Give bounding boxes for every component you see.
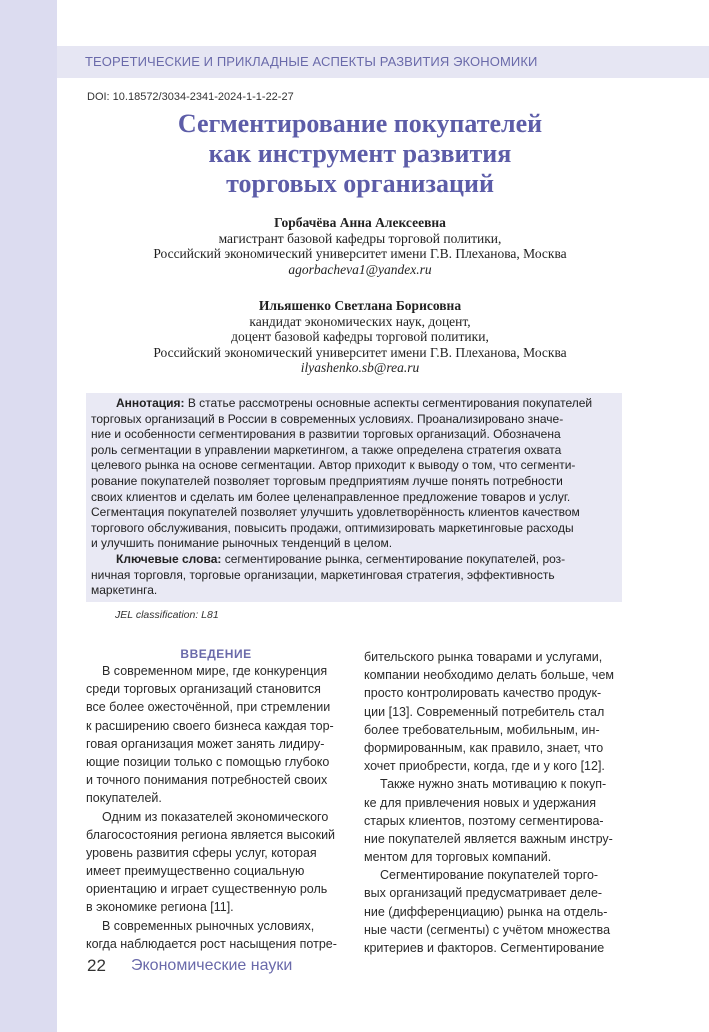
body-line: покупателей. [86,791,162,806]
author-2 [60,298,660,376]
body-line: ние (дифференциацию) рынка на отдель- [364,904,608,919]
body-line: просто контролировать качество продук- [364,686,602,701]
body-line: ментом для торговых компаний. [364,850,552,865]
journal-name: Экономические науки [131,957,293,974]
article-title [60,109,660,199]
body-line: Также нужно знать мотивацию к покуп- [380,777,607,792]
keywords-line: Ключевые слова: сегментирование рынка, сегментирование покупателей, роз- [116,551,566,566]
section-heading: ВВЕДЕНИЕ [180,647,252,661]
author-affiliation: кандидат экономических наук, доцент, [249,313,471,329]
body-line: Одним из показателей экономического [102,809,329,824]
abstract-line: Сегментация покупателей позволяет улучшить удовлетворённость клиентов качеством [91,505,580,520]
abstract-line: ние и особенности сегментирования в развитии торговых организаций. Обозначена [91,427,561,442]
abstract-line: рование покупателей позволяет торговым предприятиям лучше понять потребности [91,473,563,488]
body-column-left [86,662,346,953]
body-line: ные части (сегменты) с учётом множества [364,922,611,937]
body-line: В современном мире, где конкуренция [102,664,328,678]
body-line: ориентацию и играет существенную роль [86,882,328,897]
abstract [91,396,620,599]
body-line: к расширению своего бизнеса каждая тор- [86,718,334,733]
title-line: Сегментирование покупателей [177,109,543,138]
body-line: хочет приобрести, когда, где и у кого [12]. [364,759,605,774]
abstract-line: роль сегментации в управлении маркетингом, а также определена стратегия охвата [91,442,562,457]
body-line: имеет преимущественно социальную [86,864,305,879]
left-color-band [0,0,57,1032]
body-line: ции [13]. Современный потребитель стал [364,704,605,719]
body-line: ке для привлечения новых и удержания [364,795,597,810]
body-line: бительского рынка товарами и услугами, [364,650,603,664]
abstract-line: и улучшить понимание рыночных тенденций в целом. [91,536,393,551]
author-name: Горбачёва Анна Алексеевна [274,215,446,230]
abstract-line: своих клиентов и сделать им более целенаправленное предложение товаров и услуг. [91,489,571,504]
body-line: уровень развития сферы услуг, которая [86,845,317,860]
body-line: В современных рыночных условиях, [102,918,315,933]
abstract-line: Аннотация: В статье рассмотрены основные аспекты сегментирования покупателей [116,396,593,410]
body-line: говая организация может занять лидиру- [86,736,325,751]
body-line: старых клиентов, поэтому сегментирова- [364,813,604,828]
abstract-label: Аннотация: [116,396,185,410]
body-line: ющие позиции только с помощью глубоко [86,754,330,769]
body-line: все более ожесточённой, при стремлении [86,700,331,715]
author-affiliation: Российский экономический университет имени Г.В. Плеханова, Москва [153,344,567,360]
body-line: формированным, как правило, знает, что [364,740,604,755]
author-email: agorbacheva1@yandex.ru [288,261,432,277]
author-name: Ильяшенко Светлана Борисовна [258,298,462,313]
body-line: ние покупателей является важным инстру- [364,831,613,846]
author-affiliation: доцент базовой кафедры торговой политики, [231,329,489,344]
title-line: как инструмент развития [208,139,512,168]
jel-classification: JEL classification: L81 [115,609,219,621]
body-line: компании необходимо делать больше, чем [364,668,614,683]
body-line: Сегментирование покупателей торго- [380,868,599,883]
abstract-line: целевого рынка на основе сегментации. Автор приходит к выводу о том, что сегменти- [91,458,576,473]
body-line: благосостояния региона является высокий [86,827,336,842]
title-line: торговых организаций [226,169,494,198]
abstract-line: торговых организаций в России в современных условиях. Проанализировано значе- [91,411,564,426]
keywords-line: ничная торговля, торговые организации, маркетинговая стратегия, эффективность [91,567,555,582]
body-line: когда наблюдается рост насыщения потре- [86,936,337,951]
body-line: в экономике региона [11]. [86,900,234,915]
body-line: критериев и факторов. Сегментирование [364,941,605,955]
running-header: ТЕОРЕТИЧЕСКИЕ И ПРИКЛАДНЫЕ АСПЕКТЫ РАЗВИТИЯ ЭКОНОМИКИ [85,54,538,69]
author-email: ilyashenko.sb@rea.ru [300,360,420,375]
author-1 [60,215,660,277]
body-line: вых организаций предусматривает деле- [364,886,603,901]
keywords-line: маркетинга. [91,583,158,598]
doi: DOI: 10.18572/3034-2341-2024-1-1-22-27 [87,91,294,103]
page-number: 22 [87,956,106,975]
body-line: среди торговых организаций становится [86,682,321,697]
body-line: более требовательным, мобильным, ин- [364,722,600,737]
body-column-right [364,648,622,957]
abstract-line: торгового обслуживания, повысить продажи, оптимизировать маркетинговые расходы [91,520,574,535]
keywords-label: Ключевые слова: [116,551,222,566]
author-affiliation: Российский экономический университет имени Г.В. Плеханова, Москва [153,246,567,261]
body-line: и точного понимания потребностей своих [86,773,328,788]
author-affiliation: магистрант базовой кафедры торговой политики, [218,230,502,246]
